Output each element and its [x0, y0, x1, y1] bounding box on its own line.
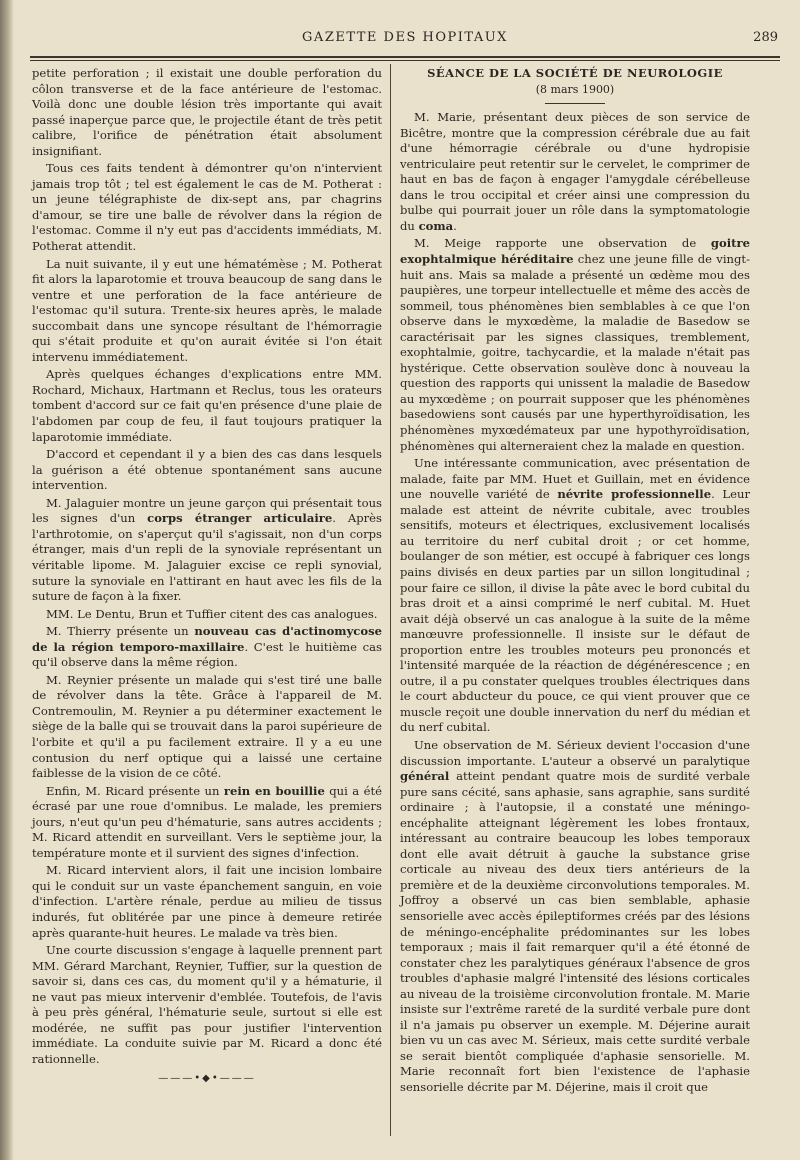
- text-run: . Leur malade est atteint de névrite cubitale, avec troubles sensitifs, moteurs et électriques, exclusivement localisés au territoire du nerf cubital droit ; or cet homme, boulanger de son métier, est occupé à fabriquer ces longs pains divisés en deux parties par un sillon longitudinal ; pour faire ce sillon, il divise la pâte avec le bord cubital du bras droit et a ainsi comprimé le nerf cubital. M. Huet avait déjà observé un cas analogue à la suite de la même manœuvre professionnelle. Il insiste sur le défaut de proportion entre les troubles moteurs peu prononcés et l'intensité marquée de la réaction de dégénérescence ; en outre, il a pu constater quelques troubles électriques dans le court abducteur du pouce, ce qui vient prouver que ce muscle reçoit une double innervation du nerf du médian et du nerf cubital.: [400, 487, 750, 735]
- right-column: [400, 66, 750, 1098]
- paragraph: petite perforation ; il existait une double perforation du côlon transverse et de la face antérieure de l'estomac. Voilà donc une double lésion très importante qui avait passé inaperçue parce que, le projectile étant de très petit calibre, l'orifice de pénétration était absolument insignifiant.: [32, 66, 382, 158]
- section-ornament: ———•◆•———: [158, 1073, 256, 1085]
- text-run: Une intéressante communication, avec présentation de malade, faite par MM. Huet et Guillain, met en évidence une nouvelle variété de: [400, 456, 750, 502]
- paragraph: Tous ces faits tendent à démontrer qu'on n'intervient jamais trop tôt ; tel est également le cas de M. Potherat : un jeune télégraphiste de dix-sept ans, par chagrins d'amour, se tire une balle de révolver dans la région de l'estomac. Comme il n'y eut pas d'accidents immédiats, M. Potherat attendit.: [32, 161, 382, 254]
- text-run: atteint pendant quatre mois de surdité verbale pure sans cécité, sans aphasie, sans agraphie, sans surdité ordinaire ; à l'autopsie, il a constaté une méningo-encéphalite atteignant légèrement les lobes frontaux, intéressant au contraire beaucoup les lobes temporaux dont elle avait détruit à gauche la substance grise corticale au niveau des deux tiers antérieurs de la première et de la deuxième circonvolutions temporales. M. Joffroy a observé un cas bien semblable, aphasie sensorielle avec accès épileptiformes créés par des lésions de méningo-encéphalite prédominantes sur les lobes temporaux ; mais il fait remarquer qu'il a été étonné de constater chez les paralytiques généraux l'absence de gros troubles d'aphasie malgré l'intensité des lésions corticales au niveau de la troisième circonvolution frontale. M. Marie insiste sur l'extrême rareté de la surdité verbale pure dont il n'a jamais pu observer un exemple. M. Déjerine aurait bien vu un cas avec M. Sérieux, mais cette surdité verbale se serait bientôt compliquée d'aphasie sensorielle. M. Marie reconnaît fort bien l'existence de l'aphasie sensorielle décrite par M. Déjerine, mais il croit que: [400, 769, 750, 1094]
- bold-term: corps étranger articulaire: [147, 511, 333, 526]
- paragraph: [32, 496, 382, 605]
- running-title: GAZETTE DES HOPITAUX: [302, 30, 508, 45]
- header-rule: [30, 56, 780, 58]
- paragraph: [400, 738, 750, 1096]
- text-run: qui a été écrasé par une roue d'omnibus. Le malade, les premiers jours, n'eut qu'un peu d'hématurie, sans autres accidents ; M. Ricard attendit en surveillant. Vers le septième jour, la température monte et il survient des signes d'infection.: [32, 783, 382, 860]
- paragraph: D'accord et cependant il y a bien des cas dans lesquels la guérison a été obtenue spontanément sans aucune intervention.: [32, 447, 382, 493]
- paragraph: [32, 784, 382, 862]
- text-run: M. Marie, présentant deux pièces de son service de Bicêtre, montre que la compression cérébrale due au fait d'une hémorragie cérébrale ou d'une hydropisie ventriculaire peut retentir sur le cervelet, le comprimer de haut en bas de façon à engager l'amygdale cérébelleuse dans le trou occipital et créer ainsi une compression du bulbe qui pourrait jouer un rôle dans la symptomatologie du: [400, 110, 750, 233]
- text-run: Enfin, M. Ricard présente un: [46, 783, 224, 798]
- text-run: M. Meige rapporte une observation de: [414, 236, 711, 251]
- paragraph: MM. Le Dentu, Brun et Tuffier citent des cas analogues.: [46, 606, 378, 621]
- paragraph: [400, 110, 750, 234]
- section-date: (8 mars 1900): [535, 82, 615, 96]
- title-rule: [545, 103, 605, 104]
- page-number: 289: [753, 30, 778, 45]
- text-run: . C'est le huitième cas qu'il observe dans la même région.: [32, 639, 382, 670]
- bold-term: général: [400, 769, 450, 784]
- section-title: SÉANCE DE LA SOCIÉTÉ DE NEUROLOGIE: [427, 66, 723, 80]
- paragraph: M. Reynier présente un malade qui s'est tiré une balle de révolver dans la tête. Grâce à l'appareil de M. Contremoulin, M. Reynier a pu déterminer exactement le siège de la balle qui se trouvait dans la paroi supérieure de l'orbite et qu'il a pu facilement extraire. Il y a eu une contusion du nerf optique qui a laissé une certaine faiblesse de la vision de ce côté.: [32, 672, 382, 781]
- bold-term: rein en bouillie: [223, 783, 325, 798]
- bold-term: goitre exophtalmique héréditaire: [400, 236, 750, 267]
- header-rule-thin: [30, 60, 780, 61]
- paragraph: [32, 624, 382, 671]
- paragraph: La nuit suivante, il y eut une hématémèse ; M. Potherat fit alors la laparotomie et trouva beaucoup de sang dans le ventre et une perforation de la face antérieure de l'estomac qu'il sutura. Trente-six heures après, le malade succombait dans une syncope résultant de l'hémorragie qui s'était produite et qu'on aurait évitée si l'on était intervenu immédiatement.: [32, 256, 382, 364]
- paragraph: M. Ricard intervient alors, il fait une incision lombaire qui le conduit sur un vaste épanchement sanguin, en voie d'infection. L'artère rénale, perdue au milieu de tissus indurés, fut oblitérée par une pince à demeure retirée après quarante-huit heures. Le malade va très bien.: [32, 863, 382, 940]
- text-run: . Après l'arthrotomie, on s'aperçut qu'il s'agissait, non d'un corps étranger, mais d'un repli de la synoviale représentant un véritable lipome. M. Jalaguier excise ce repli synovial, suture la synoviale en l'attirant en haut avec les fils de la suture de façon à la fixer.: [32, 511, 382, 604]
- paragraph: Après quelques échanges d'explications entre MM. Rochard, Michaux, Hartmann et Reclus, tous les orateurs tombent d'accord sur ce fait qu'en présence d'une plaie de l'abdomen par coup de feu, il faut toujours pratiquer la laparotomie immédiate.: [32, 367, 382, 444]
- text-run: .: [453, 218, 457, 233]
- page-binding-shadow: [0, 0, 14, 1160]
- column-divider: [390, 64, 391, 1136]
- left-column: [32, 66, 382, 1087]
- bold-term: névrite professionnelle: [557, 487, 712, 502]
- bold-term: coma: [418, 218, 454, 233]
- text-run: chez une jeune fille de vingt-huit ans. Mais sa malade a présenté un œdème mou des paupières, une torpeur intellectuelle et même des accès de sommeil, tous phénomènes bien semblables à ce que l'on observe dans le myxœdème, la maladie de Basedow se caractérisait par les signes classiques, tremblement, exophtalmie, goitre, tachycardie, et la malade n'était pas hystérique. Cette observation soulève donc à nouveau la question des rapports qui unissent la maladie de Basedow au myxœdème ; on pourrait supposer que les phénomènes basedowiens sont causés par une hyperthyroïdisation, les phénomènes myxœdémateux par une hypothyroïdisation, phénomènes qui alterneraient chez la malade en question.: [400, 252, 750, 453]
- paragraph: [400, 236, 750, 454]
- paragraph: [400, 456, 750, 736]
- bold-term: nouveau cas d'actinomycose de la région temporo-maxillaire: [32, 624, 382, 654]
- text-run: M. Jalaguier montre un jeune garçon qui présentait tous les signes d'un: [32, 495, 382, 526]
- paragraph: Une courte discussion s'engage à laquelle prennent part MM. Gérard Marchant, Reynier, Tuffier, sur la question de savoir si, dans ces cas, du moment qu'il y a hématurie, il ne vaut pas mieux intervenir d'emblée. Toutefois, de l'avis à peu près général, l'hématurie seule, surtout si elle est modérée, ne suffit pas pour justifier l'intervention immédiate. La conduite suivie par M. Ricard a donc été rationnelle.: [32, 943, 382, 1066]
- text-run: Une observation de M. Sérieux devient l'occasion d'une discussion importante. L'auteur a observé un paralytique: [400, 737, 750, 768]
- page-header: [30, 30, 780, 54]
- text-run: M. Thierry présente un: [46, 624, 195, 639]
